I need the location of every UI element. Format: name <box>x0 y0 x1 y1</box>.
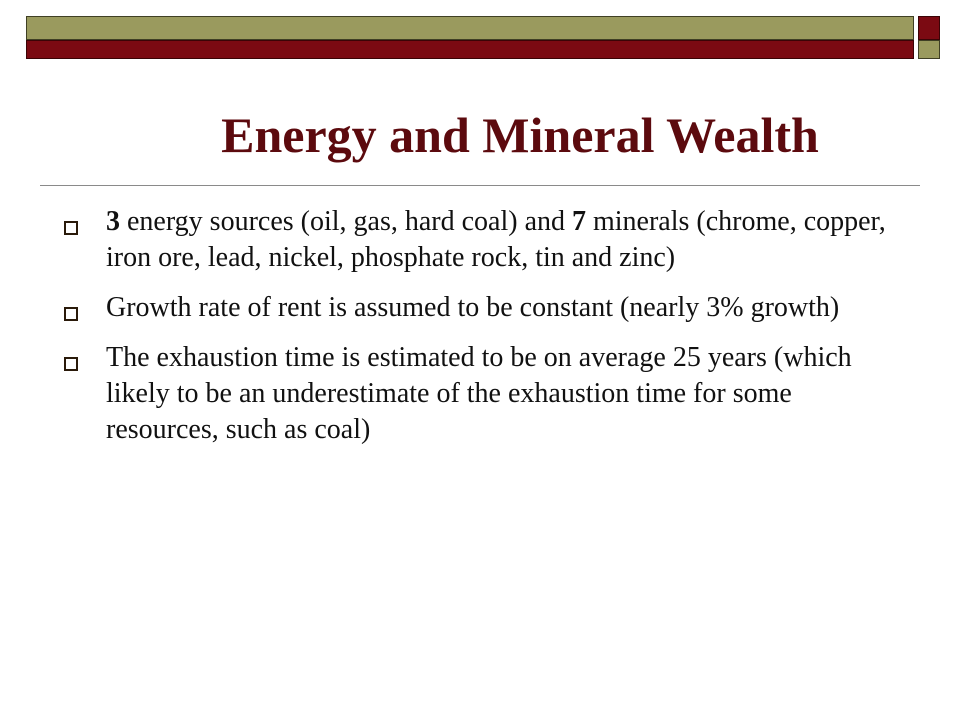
slide-title: Energy and Mineral Wealth <box>221 107 819 163</box>
energy-count: 3 <box>106 206 120 237</box>
bullet-item-energy-sources <box>64 204 904 276</box>
hollow-square-icon <box>64 357 78 371</box>
bullet-item-exhaustion-time <box>64 340 904 448</box>
bullet-text: Growth rate of rent is assumed to be constant (nearly 3% growth) <box>106 292 840 323</box>
olive-stripe <box>26 16 914 40</box>
maroon-corner-block <box>918 16 940 40</box>
hollow-square-icon <box>64 221 78 235</box>
olive-corner-block <box>918 40 940 59</box>
bullet-text-part: minerals (chrome, copper, iron ore, lead, nickel, phosphate rock, tin and zinc) <box>106 206 886 273</box>
mineral-count: 7 <box>572 206 586 237</box>
maroon-stripe <box>26 40 914 59</box>
top-decoration-bar <box>0 0 960 64</box>
bullet-text-part: energy sources (oil, gas, hard coal) and <box>120 206 572 237</box>
bullet-list <box>64 204 904 462</box>
hollow-square-icon <box>64 307 78 321</box>
bullet-text: The exhaustion time is estimated to be on average 25 years (which likely to be an underestimate of the exhaustion time for some resources, such as coal) <box>106 342 852 445</box>
title-divider <box>40 185 920 186</box>
bullet-item-growth-rate <box>64 290 904 326</box>
